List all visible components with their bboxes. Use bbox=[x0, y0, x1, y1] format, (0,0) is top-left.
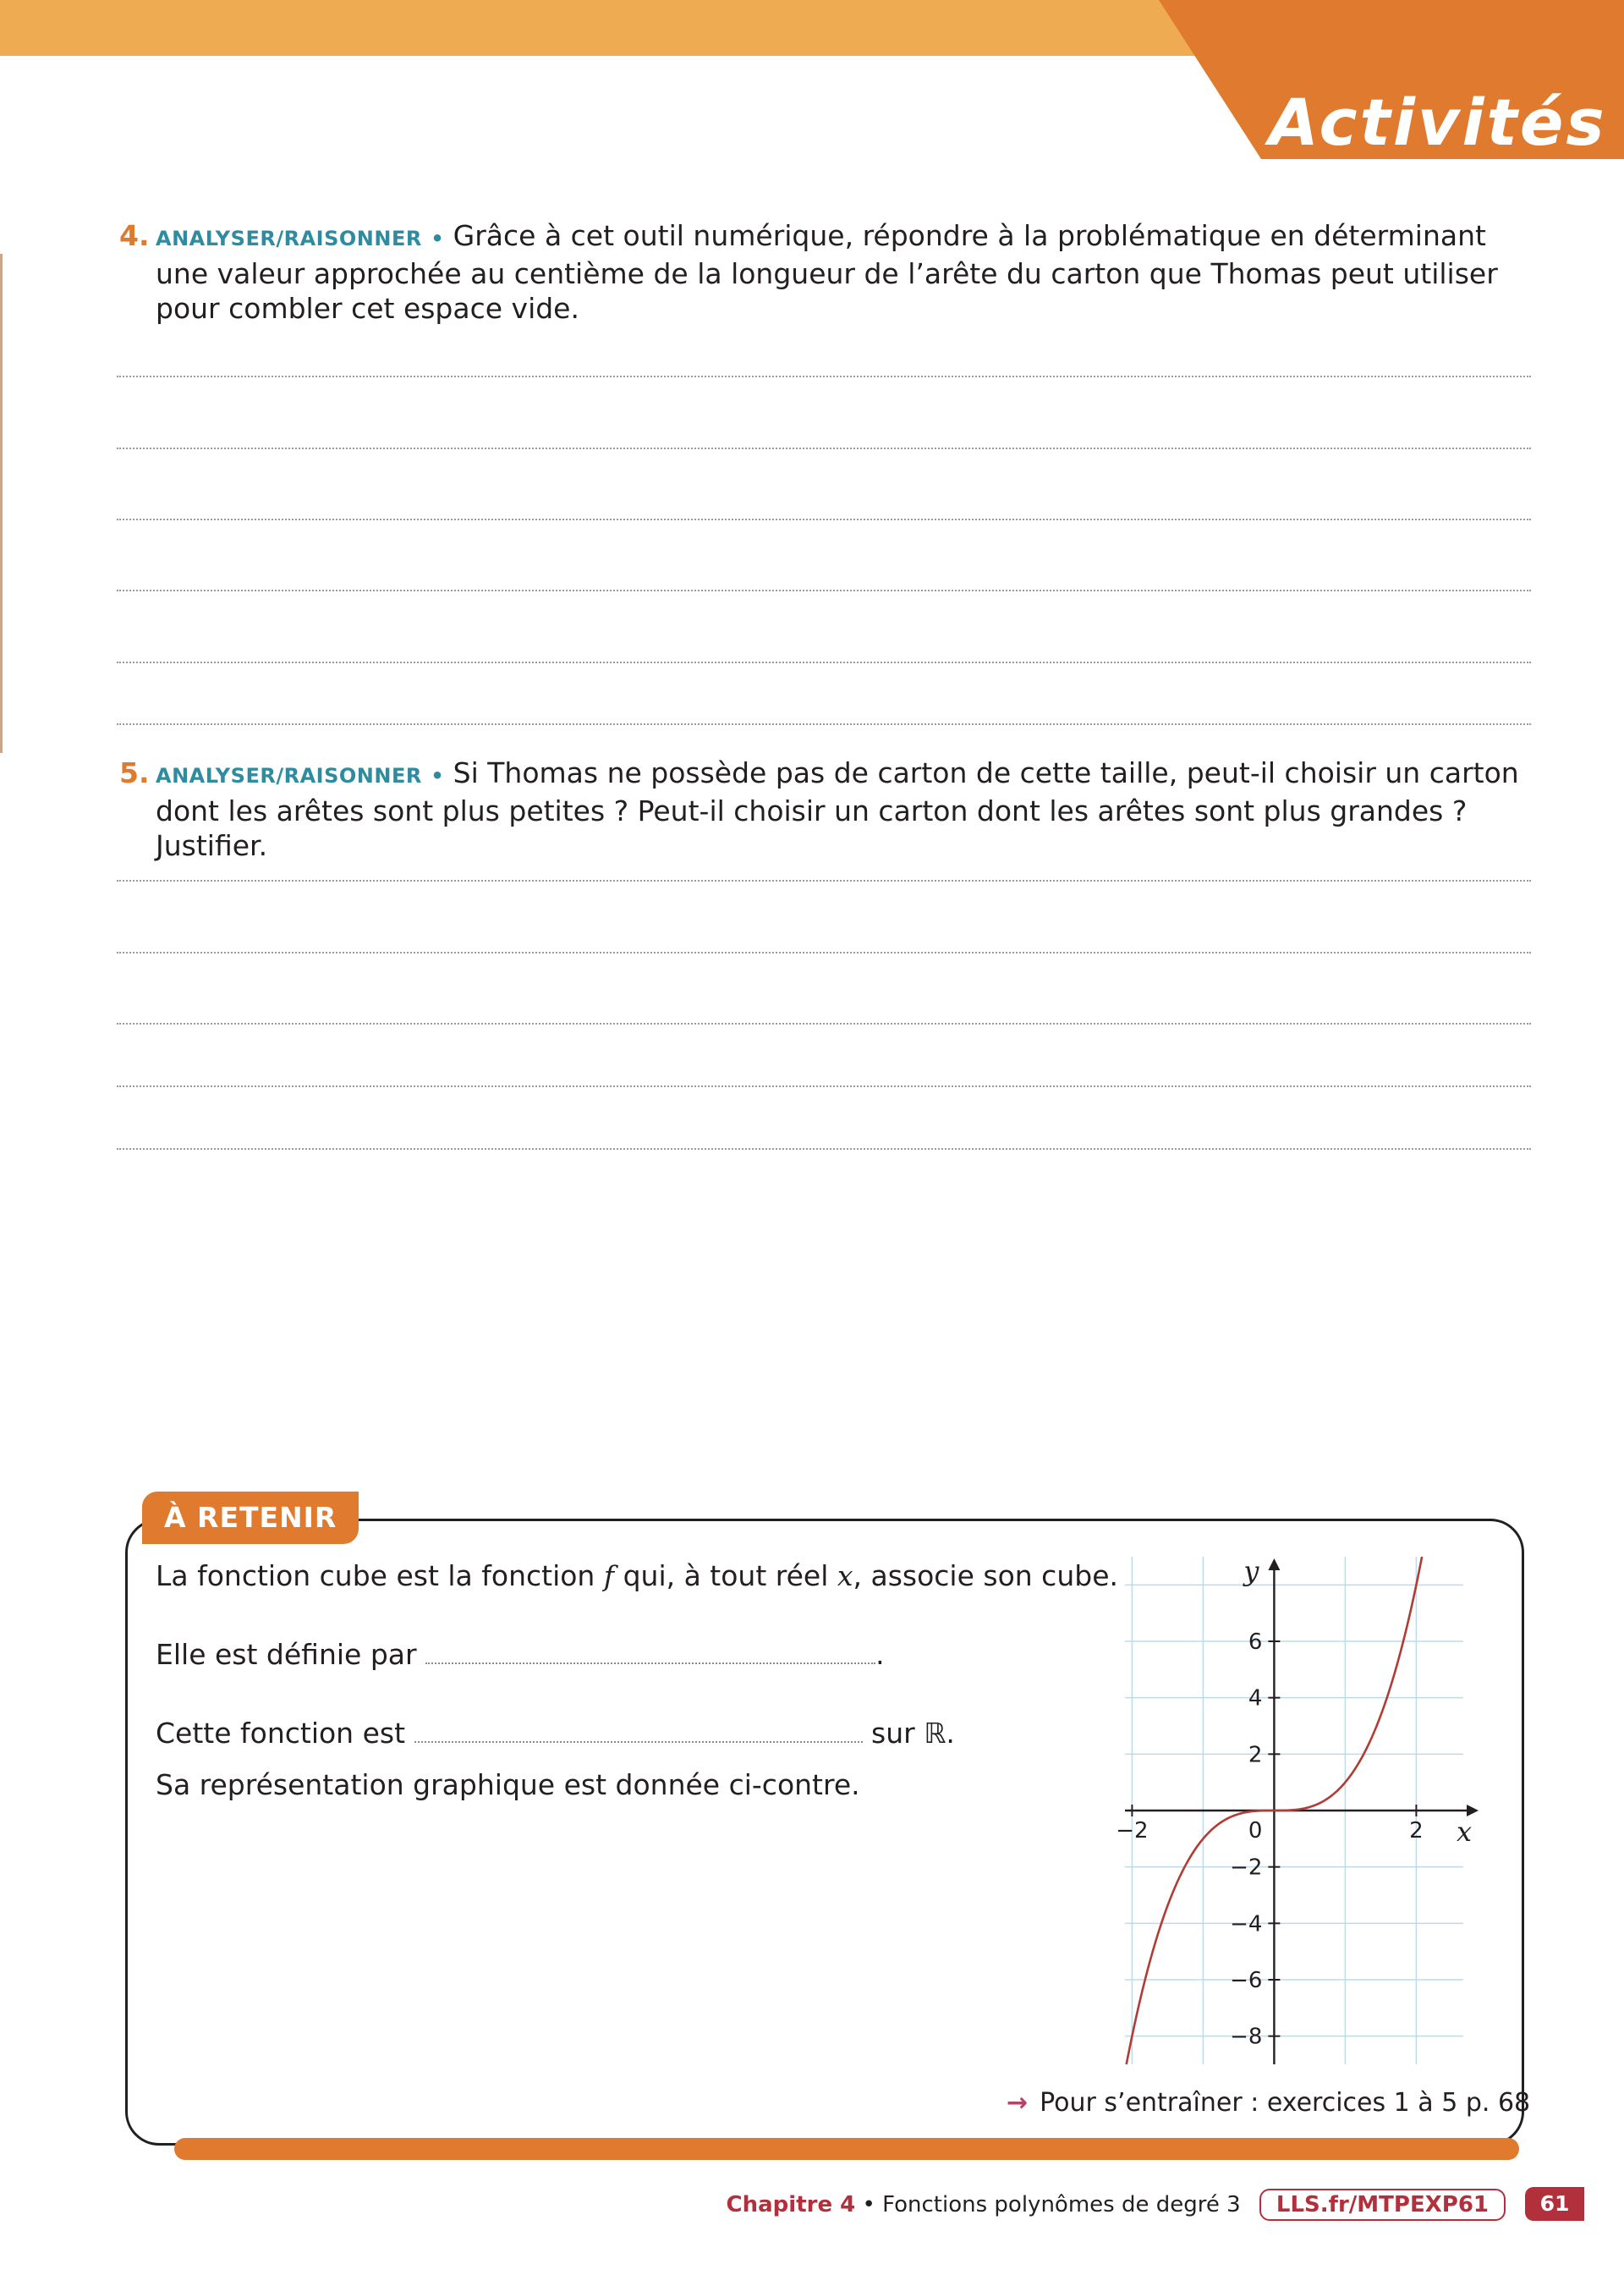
answer-line[interactable] bbox=[117, 376, 1531, 377]
answer-line[interactable] bbox=[117, 880, 1531, 882]
page-number: 61 bbox=[1525, 2187, 1584, 2221]
y-tick-label: 4 bbox=[1248, 1685, 1263, 1712]
question-body bbox=[121, 756, 1533, 863]
variation-end: sur ℝ. bbox=[871, 1717, 955, 1750]
cube-function-graph bbox=[1116, 1555, 1480, 2081]
y-tick-label: 6 bbox=[1248, 1629, 1263, 1655]
math-x: x bbox=[837, 1559, 853, 1592]
arrow-right-icon: → bbox=[1007, 2088, 1029, 2118]
question-text: Grâce à cet outil numérique, répondre à la problématique en déterminant une valeur approchée au centième de la longueur de l’arête du carton que Thomas peut utiliser pour combler cet espace vide. bbox=[156, 219, 1498, 325]
answer-line[interactable] bbox=[117, 590, 1531, 591]
question-4 bbox=[121, 218, 1533, 326]
y-tick-label: −4 bbox=[1230, 1911, 1263, 1937]
practice-link[interactable]: Pour s’entraîner : exercices 1 à 5 p. 68 bbox=[1040, 2088, 1531, 2118]
blank-variation-field[interactable] bbox=[414, 1723, 863, 1743]
question-tag: ANALYSER/RAISONNER bbox=[156, 764, 422, 788]
question-body bbox=[121, 218, 1533, 326]
answer-line[interactable] bbox=[117, 723, 1531, 725]
x-axis-arrow bbox=[1467, 1805, 1479, 1816]
answer-line[interactable] bbox=[117, 1148, 1531, 1150]
practice-note bbox=[1007, 2088, 1530, 2118]
answer-line[interactable] bbox=[117, 1023, 1531, 1025]
retenir-bottom-bar bbox=[174, 2138, 1519, 2160]
ticks bbox=[1116, 1629, 1423, 2050]
question-tag: ANALYSER/RAISONNER bbox=[156, 227, 422, 250]
definition-text: qui, à tout réel bbox=[623, 1559, 829, 1592]
graph-caption: Sa représentation graphique est donnée ci-contre. bbox=[156, 1768, 860, 1801]
x-tick-label: 2 bbox=[1409, 1818, 1424, 1844]
y-tick-label: −8 bbox=[1230, 2024, 1263, 2050]
y-tick-label: −2 bbox=[1230, 1855, 1263, 1881]
defined-by-end: . bbox=[875, 1638, 885, 1671]
x-axis-label: x bbox=[1457, 1816, 1473, 1848]
question-text: Si Thomas ne possède pas de carton de cette taille, peut-il choisir un carton dont les arêtes sont plus petites ? Peut-il choisir un carton dont les arêtes sont plus grandes ? Justifier. bbox=[156, 756, 1519, 862]
answer-line[interactable] bbox=[117, 1085, 1531, 1087]
header-band bbox=[0, 0, 1210, 56]
footer-subject: Fonctions polynômes de degré 3 bbox=[882, 2192, 1241, 2217]
answer-line[interactable] bbox=[117, 448, 1531, 449]
variation-line bbox=[156, 1717, 955, 1750]
definition-text: La fonction cube est la fonction bbox=[156, 1559, 595, 1592]
question-number: 4. bbox=[119, 219, 150, 252]
section-title: Activités bbox=[1269, 85, 1607, 160]
tag-separator: • bbox=[431, 227, 445, 250]
retenir-label: À RETENIR bbox=[142, 1492, 359, 1544]
margin-strip bbox=[0, 254, 3, 753]
defined-by-line bbox=[156, 1638, 885, 1672]
footer-separator: • bbox=[862, 2192, 875, 2217]
defined-by-text: Elle est définie par bbox=[156, 1638, 417, 1671]
footer-link[interactable]: LLS.fr/MTPEXP61 bbox=[1259, 2189, 1506, 2221]
variation-text: Cette fonction est bbox=[156, 1717, 406, 1750]
y-tick-label: 2 bbox=[1248, 1742, 1263, 1768]
y-axis-arrow bbox=[1268, 1558, 1280, 1570]
question-number: 5. bbox=[119, 756, 150, 789]
tag-separator: • bbox=[431, 764, 445, 788]
y-axis-label: y bbox=[1243, 1555, 1259, 1587]
x-tick-label: −2 bbox=[1116, 1818, 1149, 1844]
answer-line[interactable] bbox=[117, 519, 1531, 520]
definition-line bbox=[156, 1559, 1118, 1593]
y-tick-label: −6 bbox=[1230, 1968, 1263, 1993]
answer-line[interactable] bbox=[117, 952, 1531, 953]
origin-label: 0 bbox=[1248, 1818, 1263, 1844]
footer-chapter: Chapitre 4 bbox=[726, 2192, 856, 2217]
blank-expression-field[interactable] bbox=[425, 1644, 875, 1664]
answer-line[interactable] bbox=[117, 662, 1531, 663]
math-f: f bbox=[603, 1559, 615, 1592]
definition-text: , associe son cube. bbox=[853, 1559, 1118, 1592]
footer bbox=[727, 2189, 1506, 2221]
question-5 bbox=[121, 756, 1533, 863]
